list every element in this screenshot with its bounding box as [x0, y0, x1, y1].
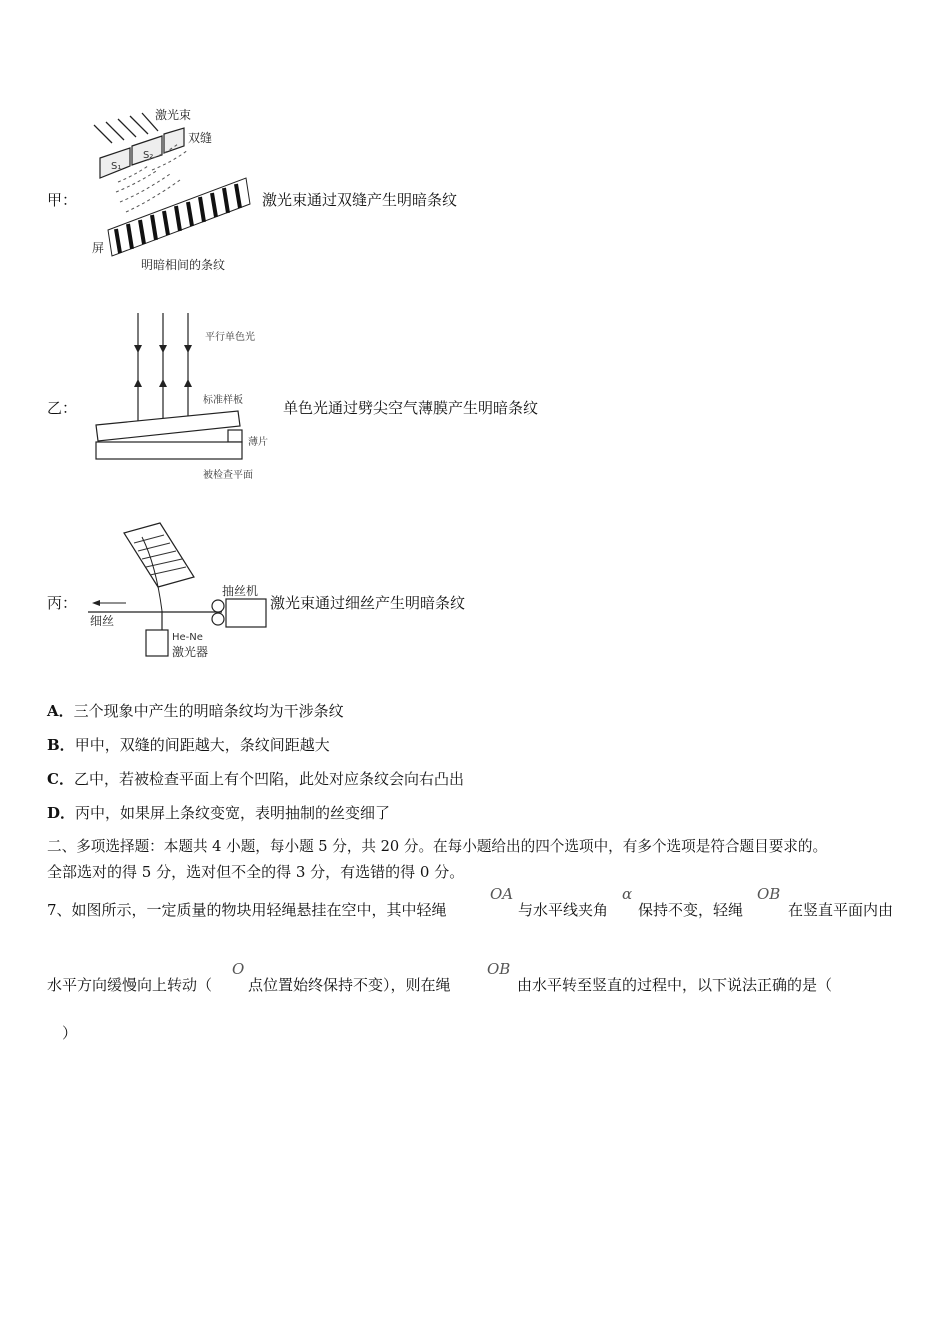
parallel-light-rays: [138, 313, 188, 425]
figure-jia-description: 激光束通过双缝产生明暗条纹: [262, 191, 458, 209]
q7-line2-part3: 由水平转至竖直的过程中，以下说法正确的是（: [517, 976, 833, 994]
label-s2: S₂: [143, 150, 154, 161]
figure-bing-description: 激光束通过细丝产生明暗条纹: [270, 594, 466, 612]
shim: [228, 430, 242, 442]
label-laser-model: He-Ne: [172, 632, 203, 643]
label-fringes: 明暗相间的条纹: [141, 258, 226, 272]
label-thin-wire: 细丝: [90, 614, 115, 628]
spool-top: [212, 600, 224, 612]
option-d-letter: D．: [47, 804, 76, 822]
option-a-text: 三个现象中产生的明暗条纹均为干涉条纹: [73, 702, 344, 720]
label-s1: S₁: [111, 161, 122, 172]
q7-symbol-alpha: α: [622, 885, 633, 903]
figure-bing-thin-wire-diagram: [82, 515, 272, 665]
q7-part3: 保持不变，轻绳: [638, 901, 744, 919]
q7-symbol-ob: OB: [757, 885, 781, 903]
label-laser-beam: 激光束: [155, 108, 192, 122]
wire-machine-box: [226, 599, 266, 627]
label-test-surface: 被检查平面: [203, 470, 253, 481]
figure-jia-prefix: 甲：: [47, 191, 78, 209]
q7-part2: 与水平线夹角: [518, 901, 609, 919]
q7-part4: 在竖直平面内由: [788, 901, 894, 919]
q7-symbol-o: O: [232, 960, 245, 978]
option-c-text: 乙中，若被检查平面上有个凹陷，此处对应条纹会向右凸出: [73, 770, 464, 788]
option-b-letter: B．: [47, 736, 75, 754]
figure-bing-prefix: 丙：: [47, 594, 78, 612]
figure-yi-air-wedge-diagram: [88, 305, 273, 485]
q7-symbol-ob-2: OB: [487, 960, 511, 978]
q7-symbol-oa: OA: [490, 885, 514, 903]
option-b-text: 甲中，双缝的间距越大，条纹间距越大: [74, 736, 330, 754]
label-screen: 屏: [92, 241, 105, 255]
option-d: [47, 803, 390, 823]
label-shim: 薄片: [248, 437, 268, 448]
interference-screen: [108, 178, 250, 256]
option-d-text: 丙中，如果屏上条纹变宽，表明抽制的丝变细了: [75, 804, 391, 822]
figure-yi-description: 单色光通过劈尖空气薄膜产生明暗条纹: [283, 399, 539, 417]
q7-line3: ）: [62, 1024, 78, 1042]
option-a: [47, 701, 344, 721]
label-parallel-light: 平行单色光: [205, 332, 255, 343]
option-c-letter: C．: [47, 770, 74, 788]
label-double-slit: 双缝: [188, 131, 213, 145]
option-c: [47, 769, 464, 789]
q7-line2-part2: 点位置始终保持不变），则在绳: [248, 976, 451, 994]
section-heading-line2: 全部选对的得 5 分，选对但不全的得 3 分，有选错的得 0 分。: [47, 863, 465, 881]
label-wire-machine: 抽丝机: [222, 584, 259, 598]
spool-bottom: [212, 613, 224, 625]
laser-arrows: [94, 113, 158, 143]
standard-plate: [96, 411, 240, 441]
option-b: [47, 735, 330, 755]
figure-jia-double-slit-diagram: [88, 100, 263, 275]
option-a-letter: A．: [47, 702, 74, 720]
q7-line2-part1: 水平方向缓慢向上转动（: [47, 976, 213, 994]
label-standard-plate: 标准样板: [203, 395, 243, 406]
test-surface: [96, 442, 242, 459]
q7-part1: 7、如图所示，一定质量的物块用轻绳悬挂在空中，其中轻绳: [47, 901, 447, 919]
slit-block-right: [164, 128, 184, 153]
figure-yi-prefix: 乙：: [47, 399, 78, 417]
section-heading-line1: 二、多项选择题：本题共 4 小题，每小题 5 分，共 20 分。在每小题给出的四个选项中，有多个选项是符合题目要求的。: [47, 838, 828, 855]
label-laser: 激光器: [172, 645, 209, 659]
laser-box: [146, 630, 168, 656]
